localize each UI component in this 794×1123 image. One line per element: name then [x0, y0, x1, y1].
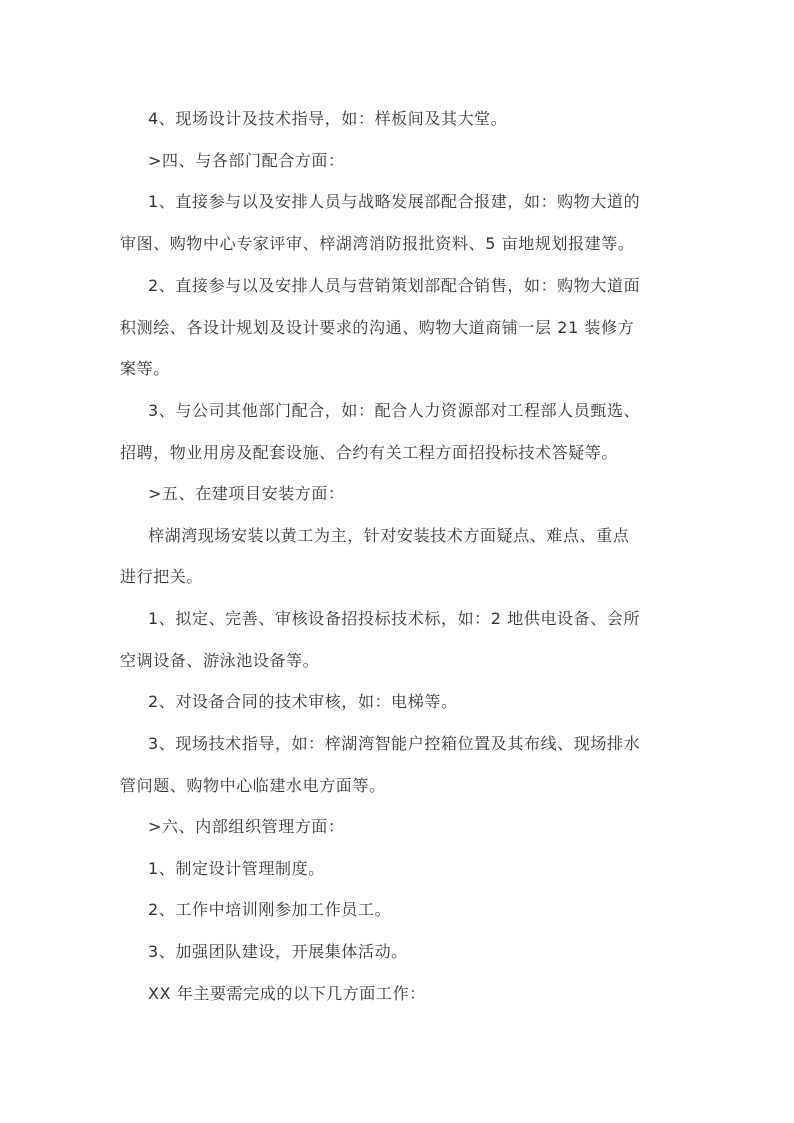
paragraph-line: 空调设备、游泳池设备等。 — [120, 651, 320, 670]
paragraph-line: 管问题、购物中心临建水电方面等。 — [120, 776, 386, 795]
paragraph-line: 4、现场设计及技术指导，如：样板间及其大堂。 — [148, 109, 508, 128]
paragraph-line: 1、拟定、完善、审核设备招投标技术标，如：2 地供电设备、会所 — [148, 609, 641, 628]
paragraph-line: 招聘，物业用房及配套设施、合约有关工程方面招投标技术答疑等。 — [120, 443, 619, 462]
section-heading: >六、内部组织管理方面： — [148, 817, 345, 836]
paragraph-line: 2、直接参与以及安排人员与营销策划部配合销售，如：购物大道面 — [148, 276, 641, 295]
section-heading: >五、在建项目安装方面： — [148, 484, 345, 503]
paragraph-line: 1、直接参与以及安排人员与战略发展部配合报建，如：购物大道的 — [148, 192, 641, 211]
paragraph-line: 案等。 — [120, 359, 170, 378]
paragraph-line: 审图、购物中心专家评审、梓湖湾消防报批资料、5 亩地规划报建等。 — [120, 234, 635, 253]
paragraph-line: 进行把关。 — [120, 567, 204, 586]
paragraph-line: 3、与公司其他部门配合，如：配合人力资源部对工程部人员甄选、 — [148, 401, 641, 420]
paragraph-line: 梓湖湾现场安装以黄工为主，针对安装技术方面疑点、难点、重点 — [148, 526, 630, 545]
section-heading: >四、与各部门配合方面： — [148, 151, 345, 170]
paragraph-line: 3、加强团队建设，开展集体活动。 — [148, 942, 408, 961]
paragraph-line: 积测绘、各设计规划及设计要求的沟通、购物大道商铺一层 21 装修方 — [120, 318, 635, 337]
paragraph-line: XX 年主要需完成的以下几方面工作： — [148, 984, 426, 1003]
paragraph-line: 2、工作中培训刚参加工作员工。 — [148, 900, 392, 919]
paragraph-line: 2、对设备合同的技术审核，如：电梯等。 — [148, 692, 458, 711]
paragraph-line: 3、现场技术指导，如：梓湖湾智能户控箱位置及其布线、现场排水 — [148, 734, 641, 753]
paragraph-line: 1、制定设计管理制度。 — [148, 859, 325, 878]
